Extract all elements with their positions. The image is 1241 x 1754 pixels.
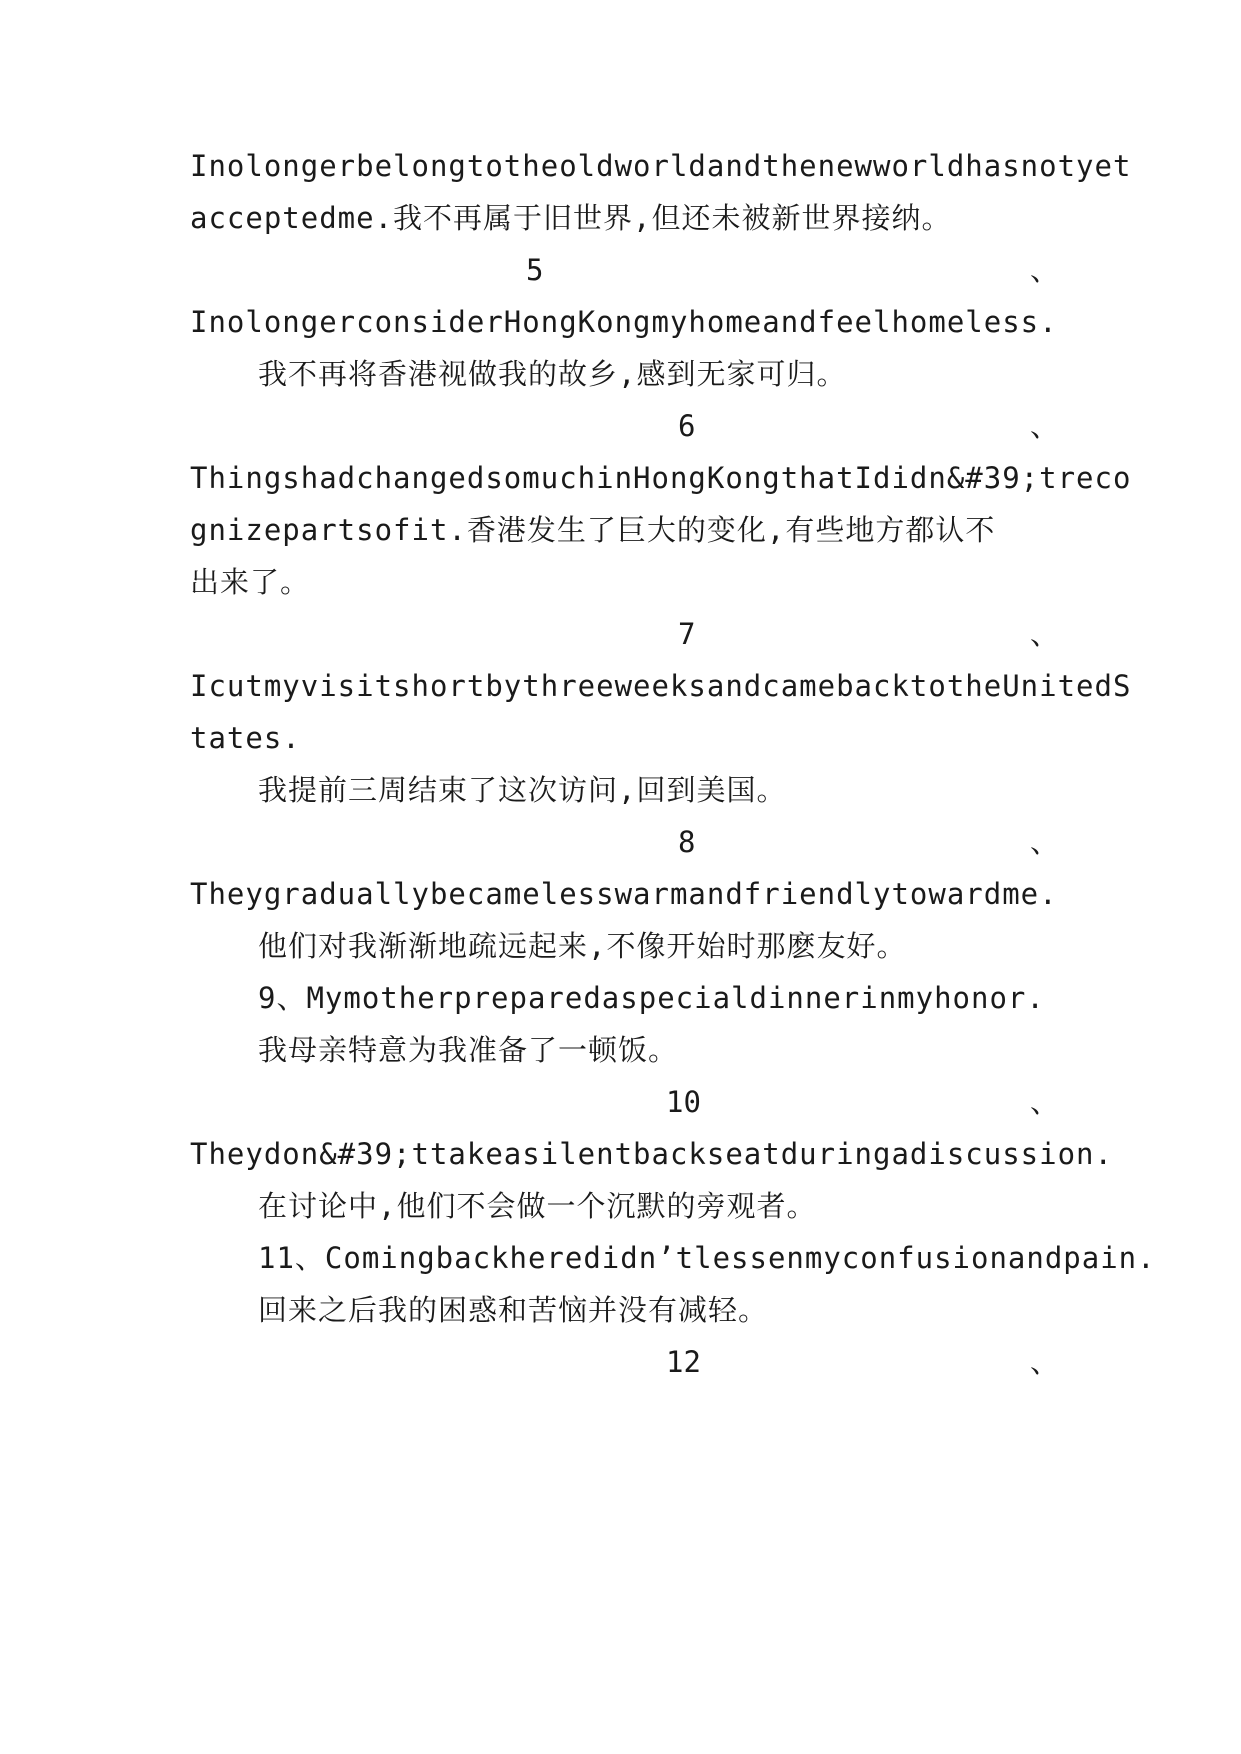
sentence-4-line-2: acceptedme.我不再属于旧世界,但还未被新世界接纳。 — [190, 201, 952, 235]
sentence-number: 7 — [678, 617, 696, 651]
sentence-10-chinese: 在讨论中,他们不会做一个沉默的旁观者。 — [258, 1189, 817, 1223]
enumeration-comma: 、 — [1030, 1345, 1060, 1379]
sentence-7-chinese: 我提前三周结束了这次访问,回到美国。 — [258, 773, 787, 807]
sentence-9-chinese: 我母亲特意为我准备了一顿饭。 — [258, 1033, 679, 1067]
sentence-number: 12 — [666, 1345, 701, 1379]
sentence-7-number-row — [190, 614, 1060, 654]
sentence-8-english: Theygraduallybecamelesswarmandfriendlytowardme. — [190, 877, 1058, 911]
sentence-8-chinese: 他们对我渐渐地疏远起来,不像开始时那麽友好。 — [258, 929, 907, 963]
enumeration-comma: 、 — [1030, 409, 1060, 443]
sentence-7-english-line-1: IcutmyvisitshortbythreeweeksandcamebacktotheUnitedS — [190, 669, 1132, 703]
sentence-6-line-2: gnizepartsofit.香港发生了巨大的变化,有些地方都认不 — [190, 513, 996, 547]
sentence-10-english: Theydon&#39;ttakeasilentbackseatduringadiscussion. — [190, 1137, 1113, 1171]
sentence-9-english: 9、Mymotherpreparedaspecialdinnerinmyhonor. — [258, 981, 1045, 1015]
enumeration-comma: 、 — [1030, 1085, 1060, 1119]
sentence-6-line-3: 出来了。 — [190, 565, 311, 599]
sentence-4-english-line-1: Inolongerbelongtotheoldworldandthenewworldhasnotyet — [190, 149, 1132, 183]
sentence-number: 8 — [678, 825, 696, 859]
sentence-11-english: 11、Comingbackheredidn’tlessenmyconfusionandpain. — [258, 1241, 1156, 1275]
sentence-number: 6 — [678, 409, 696, 443]
enumeration-comma: 、 — [1030, 825, 1060, 859]
sentence-7-english-line-2: tates. — [190, 721, 301, 755]
sentence-8-number-row — [190, 822, 1060, 862]
sentence-11-chinese: 回来之后我的困惑和苦恼并没有减轻。 — [258, 1293, 769, 1327]
sentence-6-english-line-1: ThingshadchangedsomuchinHongKongthatIdidn&#39;treco — [190, 461, 1132, 495]
sentence-12-number-row — [190, 1342, 1060, 1382]
sentence-5-english: InolongerconsiderHongKongmyhomeandfeelhomeless. — [190, 305, 1058, 339]
sentence-10-number-row — [190, 1082, 1060, 1122]
enumeration-comma: 、 — [1030, 253, 1060, 287]
sentence-5-number-row — [190, 250, 1060, 290]
sentence-number: 10 — [666, 1085, 701, 1119]
enumeration-comma: 、 — [1030, 617, 1060, 651]
sentence-6-number-row — [190, 406, 1060, 446]
sentence-number: 5 — [526, 253, 544, 287]
sentence-5-chinese: 我不再将香港视做我的故乡,感到无家可归。 — [258, 357, 847, 391]
